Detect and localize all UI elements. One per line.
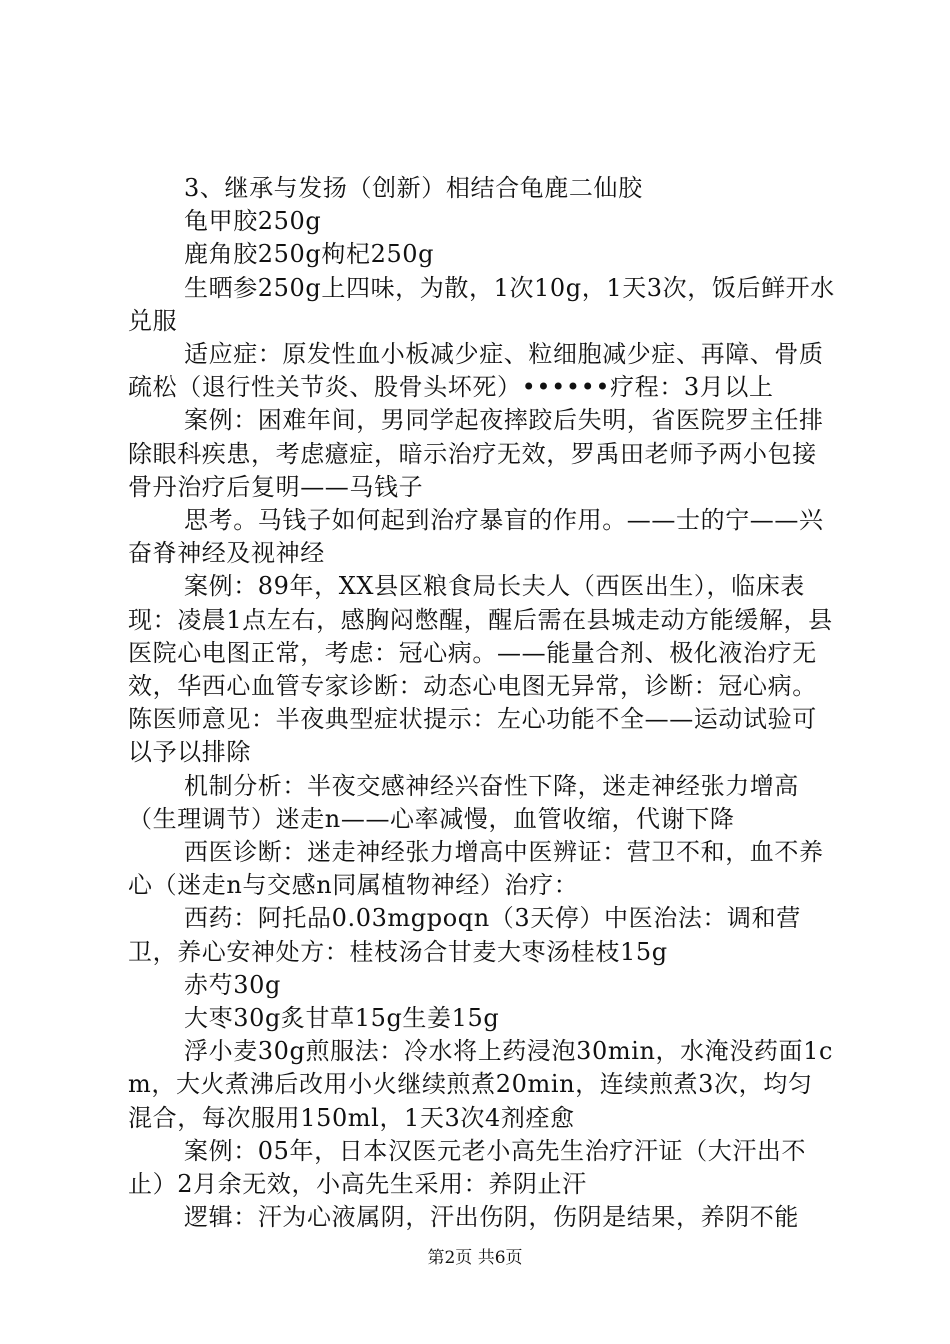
paragraph-2: 龟甲胶250g bbox=[184, 207, 322, 236]
paragraph-9: 机制分析：半夜交感神经兴奋性下降，迷走神经张力增高（生理调节）迷走n——心率减慢，血管收缩，代谢下降 bbox=[128, 771, 799, 833]
paragraph-7: 思考。马钱子如何起到治疗暴盲的作用。——士的宁——兴奋脊神经及视神经 bbox=[128, 506, 824, 568]
paragraph-5: 适应症：原发性血小板减少症、粒细胞减少症、再障、骨质疏松（退行性关节炎、股骨头坏死）••••••疗程：3月以上 bbox=[128, 340, 824, 402]
paragraph-4: 生晒参250g上四味，为散，1次10g，1天3次，饭后鲜开水兑服 bbox=[128, 273, 835, 335]
page-footer bbox=[0, 1243, 950, 1268]
paragraph-12: 赤芍30g bbox=[184, 970, 281, 999]
paragraph-14: 浮小麦30g煎服法：冷水将上药浸泡30min，水淹没药面1cm，大火煮沸后改用小火继续煎煮20min，连续煎煮3次，均匀混合，每次服用150ml，1天3次4剂痊愈 bbox=[128, 1037, 834, 1132]
paragraph-13: 大枣30g炙甘草15g生姜15g bbox=[184, 1004, 500, 1033]
paragraph-3: 鹿角胶250g枸杞250g bbox=[184, 240, 435, 269]
paragraph-11: 西药：阿托品0.03mgpoqn（3天停）中医治法：调和营卫，养心安神处方：桂枝汤合甘麦大枣汤桂枝15g bbox=[128, 904, 801, 966]
document-body bbox=[128, 172, 836, 1235]
paragraph-8: 案例：89年，XX县区粮食局长夫人（西医出生），临床表现：凌晨1点左右，感胸闷憋醒，醒后需在县城走动方能缓解，县医院心电图正常，考虑：冠心病。——能量合剂、极化液治疗无效，华西心血管专家诊断：动态心电图无异常，诊断：冠心病。陈医师意见：半夜典型症状提示：左心功能不全——运动试验可以予以排除 bbox=[128, 572, 833, 767]
page-number: 第2页 共6页 bbox=[427, 1248, 523, 1268]
paragraph-16: 逻辑：汗为心液属阴，汗出伤阴，伤阴是结果，养阴不能 bbox=[184, 1203, 799, 1232]
paragraph-1: 3、继承与发扬（创新）相结合龟鹿二仙胶 bbox=[184, 174, 643, 202]
paragraph-6: 案例：困难年间，男同学起夜摔跤后失明，省医院罗主任排除眼科疾患，考虑癔症，暗示治疗无效，罗禹田老师予两小包接骨丹治疗后复明——马钱子 bbox=[128, 406, 824, 501]
paragraph-15: 案例：05年，日本汉医元老小高先生治疗汗证（大汗出不止）2月余无效，小高先生采用：养阴止汗 bbox=[128, 1136, 807, 1199]
paragraph-10: 西医诊断：迷走神经张力增高中医辨证：营卫不和，血不养心（迷走n与交感n同属植物神经）治疗： bbox=[128, 838, 824, 900]
